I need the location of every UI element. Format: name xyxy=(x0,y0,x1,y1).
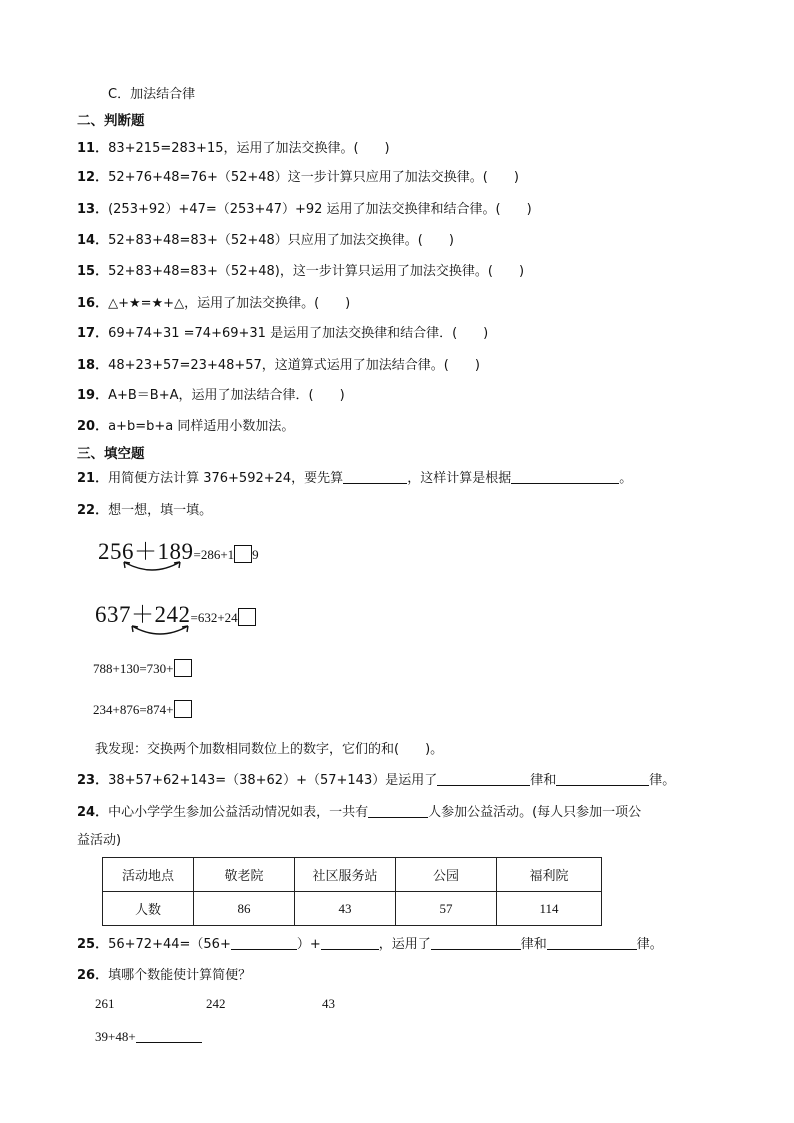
table-cell: 人数 xyxy=(103,892,194,926)
table-row xyxy=(103,858,602,892)
answer-blank[interactable] xyxy=(136,1029,202,1043)
question-text: 填哪个数能使计算简便？ xyxy=(108,968,252,983)
option-number: 242 xyxy=(206,996,226,1011)
answer-blank[interactable] xyxy=(343,470,407,484)
question-text: 人参加公益活动。(每人只参加一项公 xyxy=(428,805,642,820)
answer-blank[interactable] xyxy=(231,936,297,950)
question-number: 15． xyxy=(77,264,109,279)
question-number: 13． xyxy=(77,202,109,217)
equation-tail: 9 xyxy=(252,547,259,562)
answer-blank[interactable] xyxy=(368,804,428,818)
question-text: 中心小学学生参加公益活动情况如表，一共有 xyxy=(108,805,369,820)
question-text: 用简便方法计算 376+592+24，要先算 xyxy=(108,471,344,486)
question-24-line2: 益活动) xyxy=(77,833,122,848)
swap-equation-4 xyxy=(93,700,192,718)
question-number: 12． xyxy=(77,170,109,185)
question-text: 律。 xyxy=(649,773,676,788)
judge-question xyxy=(77,384,345,403)
table-header-cell: 公园 xyxy=(396,858,497,892)
equation-large: 256＋189 xyxy=(98,539,194,564)
table-header-cell: 社区服务站 xyxy=(295,858,396,892)
question-number: 14． xyxy=(77,233,109,248)
question-25 xyxy=(77,933,663,952)
swap-arrow-icon xyxy=(118,556,188,578)
question-number: 26． xyxy=(77,968,109,983)
question-text: 52+83+48=83+（52+48）只应用了加法交换律。( ) xyxy=(108,233,454,248)
table-header-cell: 福利院 xyxy=(497,858,602,892)
question-text: ，运用了 xyxy=(378,937,431,952)
equation-text: 788+130=730+ xyxy=(93,661,174,676)
answer-box[interactable] xyxy=(234,545,252,563)
question-number: 21． xyxy=(77,471,109,486)
question-text: 56+72+44=（56+ xyxy=(108,937,231,952)
equation-result: =286+1 xyxy=(193,547,235,562)
question-text: △+★=★+△，运用了加法交换律。( ) xyxy=(108,296,351,311)
option-c: C．加法结合律 xyxy=(108,87,196,102)
judge-question xyxy=(77,292,350,311)
equation-large: 637＋242 xyxy=(95,602,191,627)
judge-question xyxy=(77,415,294,434)
table-header-cell: 活动地点 xyxy=(103,858,194,892)
activity-table xyxy=(102,857,602,926)
question-number: 25． xyxy=(77,937,109,952)
answer-blank[interactable] xyxy=(511,470,619,484)
question-number: 20． xyxy=(77,419,109,434)
answer-box[interactable] xyxy=(238,608,256,626)
question-number: 19． xyxy=(77,388,109,403)
option-number: 43 xyxy=(322,996,335,1011)
question-22 xyxy=(77,499,212,518)
table-cell: 57 xyxy=(396,892,497,926)
question-text: 52+76+48=76+（52+48）这一步计算只应用了加法交换律。( ) xyxy=(108,170,519,185)
question-text: ，这样计算是根据 xyxy=(407,471,512,486)
question-number: 22． xyxy=(77,503,109,518)
question-24 xyxy=(77,801,641,820)
question-text: 38+57+62+143=（38+62）+（57+143）是运用了 xyxy=(108,773,438,788)
answer-box[interactable] xyxy=(174,700,192,718)
question-text: 83+215=283+15，运用了加法交换律。( ) xyxy=(108,141,390,156)
question-text: 。 xyxy=(619,471,633,486)
question-number: 24． xyxy=(77,805,109,820)
judge-question xyxy=(77,137,390,156)
question-26 xyxy=(77,964,251,983)
question-number: 18． xyxy=(77,358,109,373)
question-number: 11． xyxy=(77,141,109,156)
equation-result: =632+24 xyxy=(190,610,238,625)
answer-blank[interactable] xyxy=(321,936,379,950)
question-number: 17． xyxy=(77,326,109,341)
question-text: 律和 xyxy=(520,937,547,952)
judge-question xyxy=(77,322,488,341)
judge-question xyxy=(77,260,524,279)
table-cell: 43 xyxy=(295,892,396,926)
table-cell: 114 xyxy=(497,892,602,926)
question-number: 23． xyxy=(77,773,109,788)
judge-question xyxy=(77,354,480,373)
question-21 xyxy=(77,467,632,486)
judge-question xyxy=(77,229,454,248)
question-text: 想一想，填一填。 xyxy=(108,503,213,518)
question-text: A+B＝B+A，运用了加法结合律．( ) xyxy=(108,388,345,403)
question-23 xyxy=(77,769,675,788)
table-cell: 86 xyxy=(194,892,295,926)
judge-question xyxy=(77,166,519,185)
answer-blank[interactable] xyxy=(437,772,530,786)
question-text: 69+74+31 =74+69+31 是运用了加法交换律和结合律．( ) xyxy=(108,326,489,341)
finding-statement: 我发现：交换两个加数相同数位上的数字，它们的和( )。 xyxy=(95,742,444,757)
answer-blank[interactable] xyxy=(556,772,649,786)
question-text: 律和 xyxy=(530,773,557,788)
question-text: 律。 xyxy=(636,937,663,952)
table-header-cell: 敬老院 xyxy=(194,858,295,892)
table-row xyxy=(103,892,602,926)
answer-blank[interactable] xyxy=(431,936,521,950)
swap-equation-3 xyxy=(93,659,192,677)
option-number: 261 xyxy=(95,996,115,1011)
question-text: ）+ xyxy=(296,937,321,952)
answer-box[interactable] xyxy=(174,659,192,677)
section-title-judge: 二、判断题 xyxy=(77,113,145,129)
question-text: 52+83+48=83+（52+48)，这一步计算只运用了加法交换律。( ) xyxy=(108,264,525,279)
judge-question xyxy=(77,198,532,217)
question-text: a+b=b+a 同样适用小数加法。 xyxy=(108,419,295,434)
question-text: 48+23+57=23+48+57，这道算式运用了加法结合律。( ) xyxy=(108,358,480,373)
question-text: (253+92）+47=（253+47）+92 运用了加法交换律和结合律。( ) xyxy=(108,202,532,217)
equation-text: 234+876=874+ xyxy=(93,702,174,717)
question-26-expression xyxy=(95,1029,202,1045)
swap-arrow-icon xyxy=(126,620,196,642)
equation-text: 39+48+ xyxy=(95,1029,136,1044)
question-number: 16． xyxy=(77,296,109,311)
answer-blank[interactable] xyxy=(547,936,637,950)
section-title-fill: 三、填空题 xyxy=(77,446,145,462)
